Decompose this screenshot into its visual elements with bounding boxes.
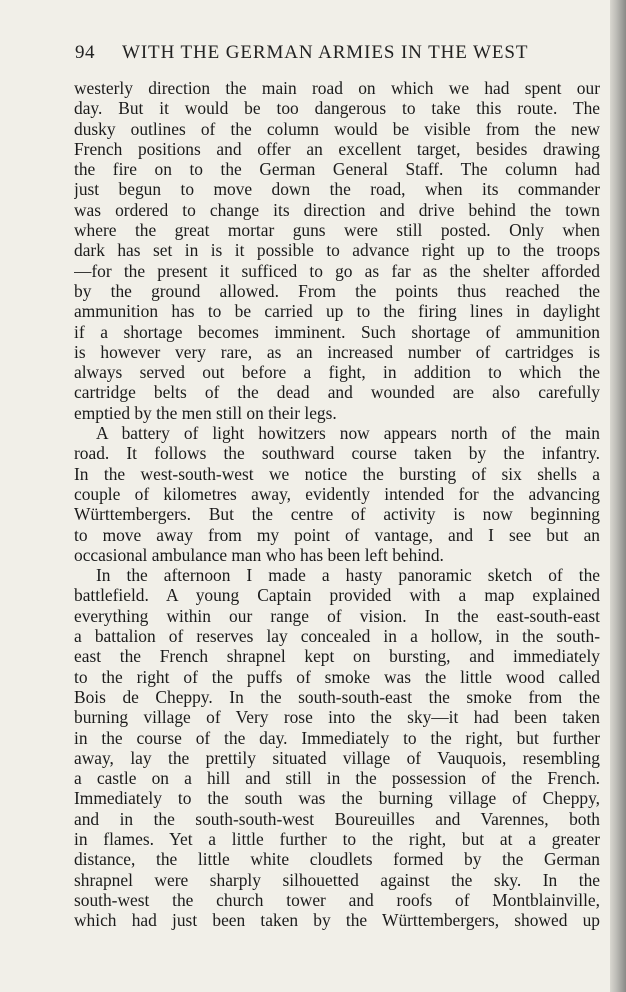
text-line: everything within our range of vision. In the east-south-east [74,605,600,626]
page-edge [610,0,626,992]
text-line: Bois de Cheppy. In the south-south-east the smoke from the [74,686,600,707]
text-line: road. It follows the southward course taken by the infantry. [74,443,600,464]
text-line: cartridge belts of the dead and wounded are also carefully [74,382,600,403]
page-header [75,42,600,66]
text-line: the fire on to the German General Staff. The column had [74,159,600,180]
text-line: and in the south-south-west Boureuilles and Varennes, both [74,808,600,829]
text-line: just begun to move down the road, when its commander [74,179,600,200]
text-line: distance, the little white cloudlets formed by the German [74,849,600,870]
text-line: to the right of the puffs of smoke was the little wood called [74,666,600,687]
text-line: couple of kilometres away, evidently intended for the advancing [74,483,600,504]
text-line: east the French shrapnel kept on bursting, and immediately [74,646,600,667]
running-title: WITH THE GERMAN ARMIES IN THE WEST [122,42,529,63]
text-line: away, lay the prettily situated village of Vauquois, resembling [74,747,600,768]
text-line: Württembergers. But the centre of activity is now beginning [74,504,600,525]
text-line: dark has set in is it possible to advance right up to the troops [74,240,600,261]
text-line: dusky outlines of the column would be visible from the new [74,118,600,139]
text-line: ammunition has to be carried up to the firing lines in daylight [74,301,600,322]
text-line: in the course of the day. Immediately to the right, but further [74,727,600,748]
text-line: a castle on a hill and still in the possession of the French. [74,768,600,789]
body-text [74,78,600,930]
text-line: westerly direction the main road on which we had spent our [74,78,600,98]
text-line: always served out before a fight, in addition to which the [74,362,600,383]
text-line: day. But it would be too dangerous to take this route. The [74,98,600,119]
text-line: In the afternoon I made a hasty panoramic sketch of the [96,565,600,586]
text-line: burning village of Very rose into the sky—it had been taken [74,707,600,728]
text-line: south-west the church tower and roofs of Montblainville, [74,889,600,910]
page-number: 94 [75,42,95,63]
text-line: In the west-south-west we notice the bursting of six shells a [74,463,600,484]
text-line: is however very rare, as an increased number of cartridges is [74,341,600,362]
text-line: Immediately to the south was the burning village of Cheppy, [74,788,600,809]
text-line: a battalion of reserves lay concealed in a hollow, in the south- [74,626,600,647]
text-line: was ordered to change its direction and drive behind the town [74,199,600,220]
text-line: French positions and offer an excellent target, besides drawing [74,138,600,159]
text-line: by the ground allowed. From the points thus reached the [74,280,600,301]
text-line: —for the present it sufficed to go as far as the shelter afforded [74,260,600,281]
text-line: shrapnel were sharply silhouetted against the sky. In the [74,869,600,890]
text-line: emptied by the men still on their legs. [74,402,337,423]
text-line: which had just been taken by the Württembergers, showed up [74,910,600,931]
text-line: where the great mortar guns were still posted. Only when [74,220,600,241]
text-line: battlefield. A young Captain provided with a map explained [74,585,600,606]
text-line: occasional ambulance man who has been left behind. [74,544,444,565]
text-line: A battery of light howitzers now appears north of the main [96,423,600,444]
text-line: in flames. Yet a little further to the right, but at a greater [74,828,600,849]
text-line: if a shortage becomes imminent. Such shortage of ammunition [74,321,600,342]
text-line: to move away from my point of vantage, and I see but an [74,524,600,545]
